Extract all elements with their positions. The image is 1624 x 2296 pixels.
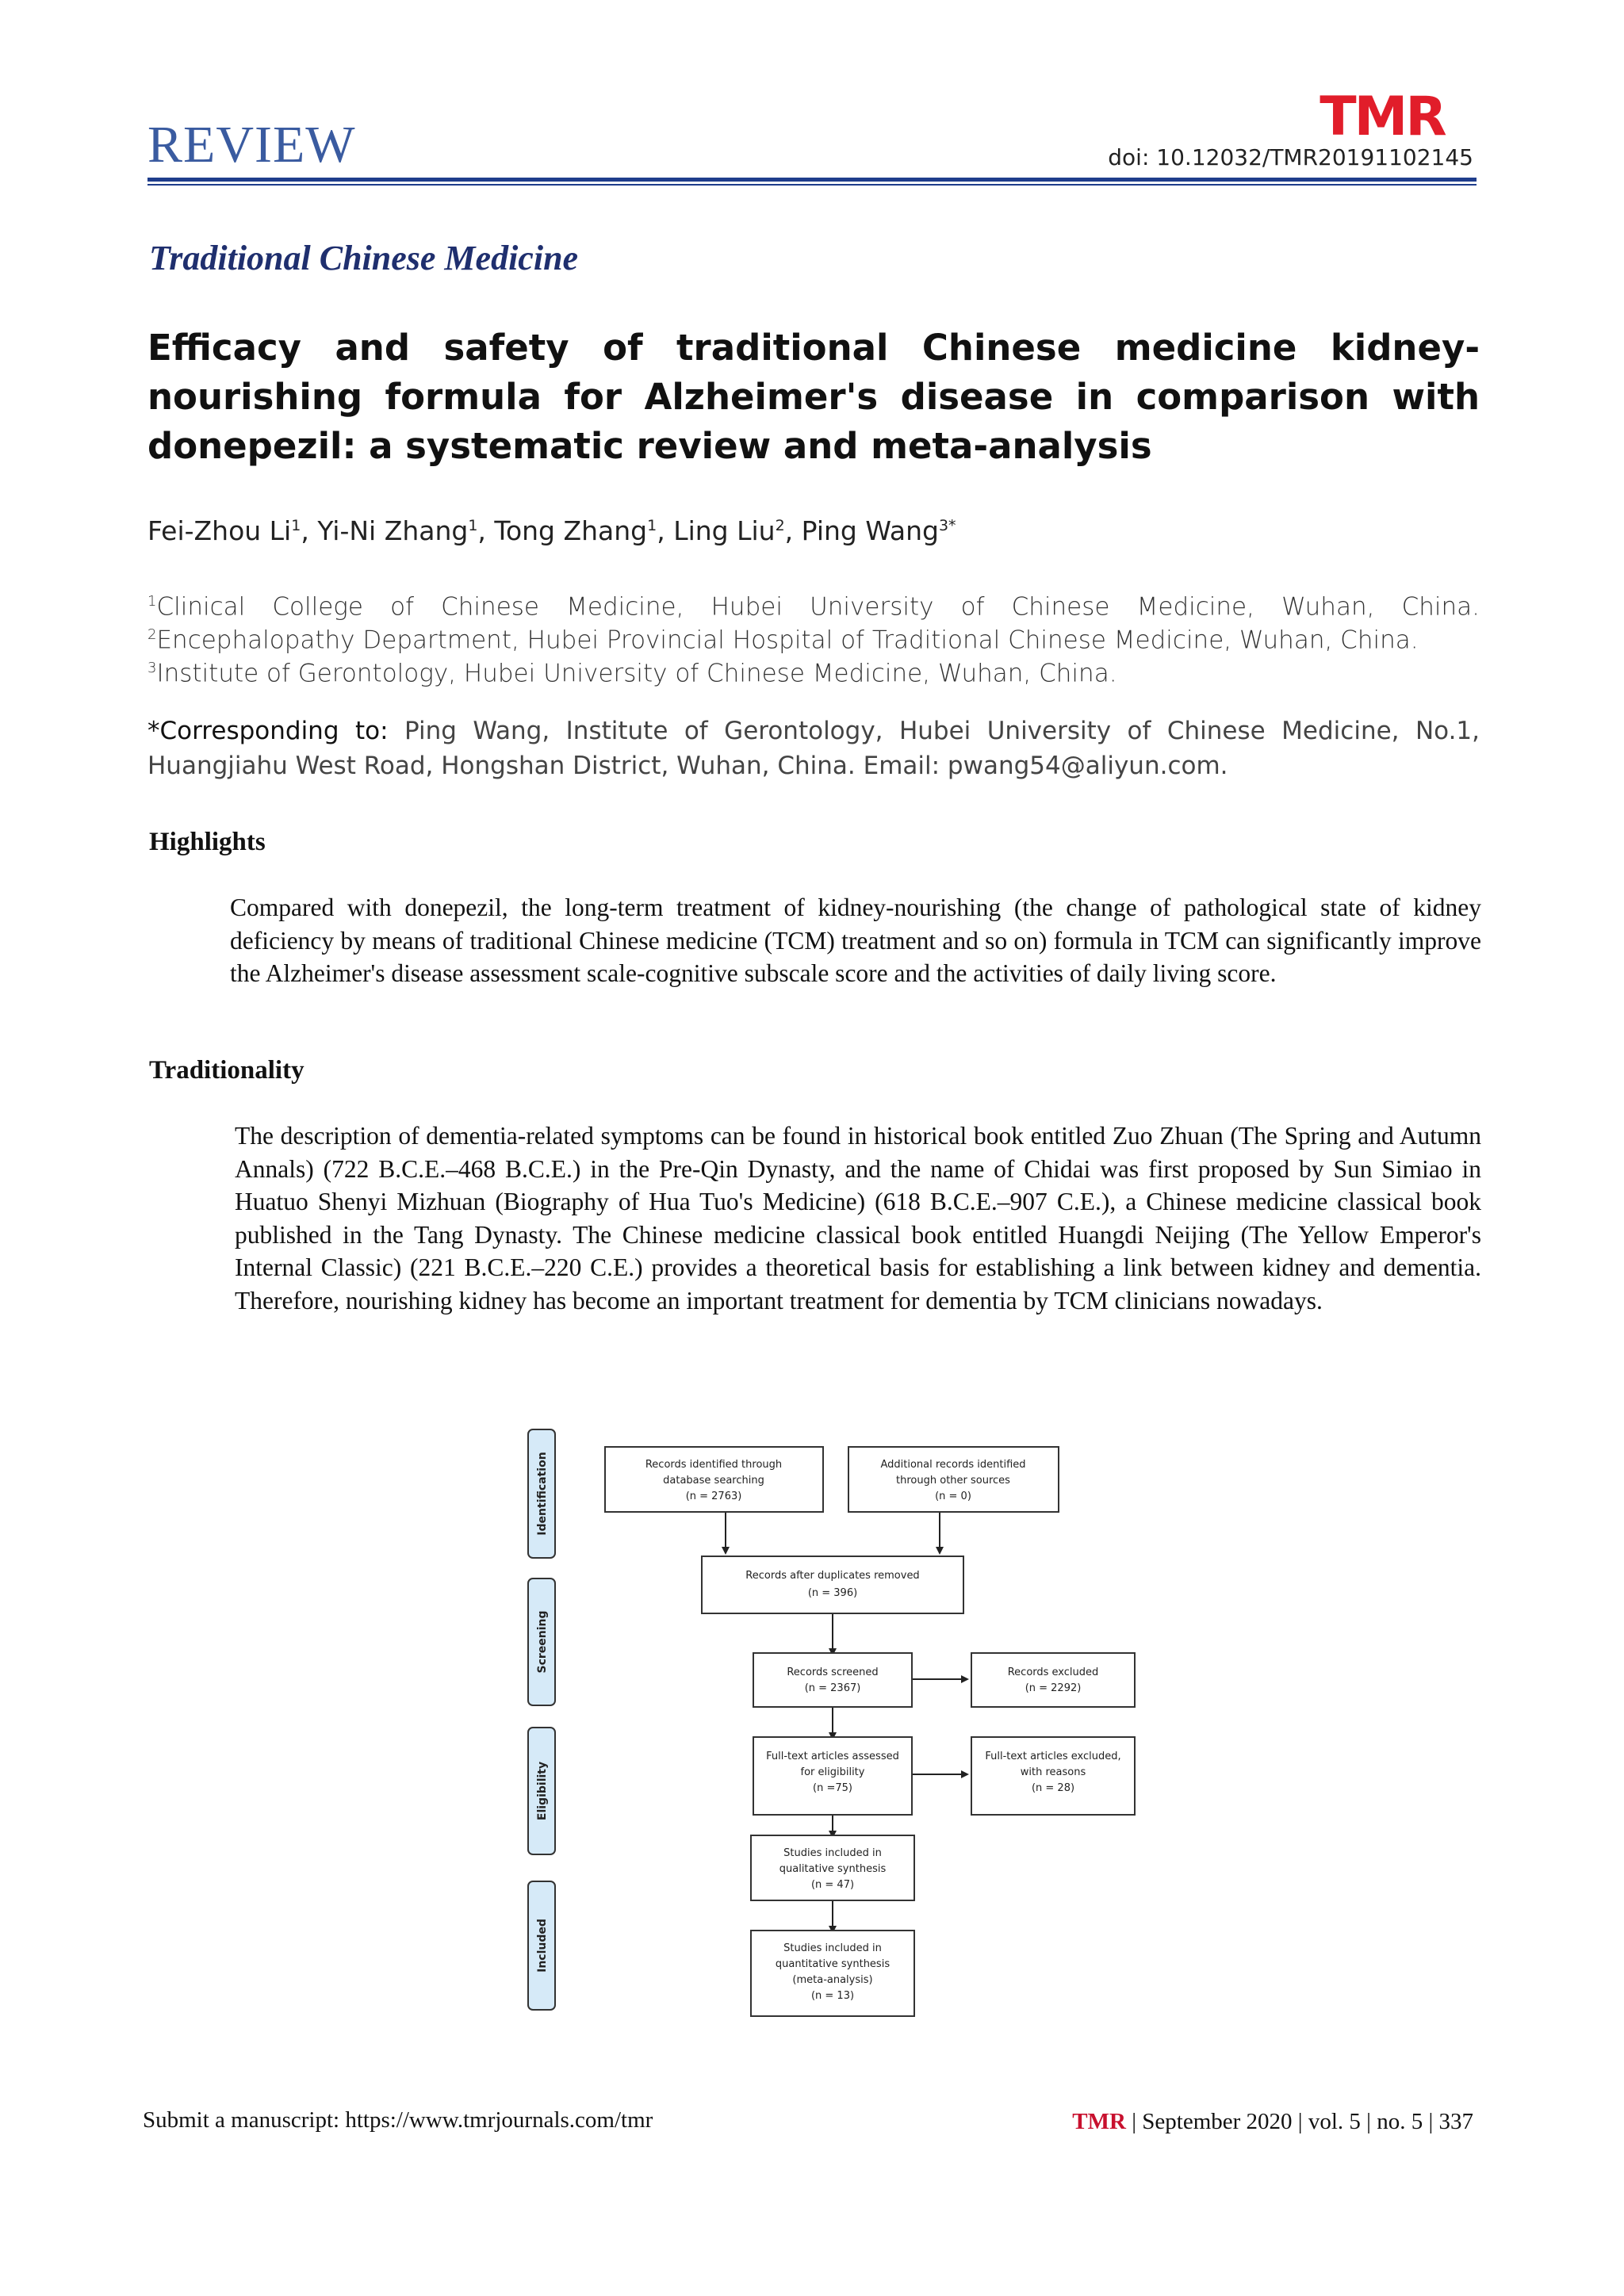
author-name: Yi-Ni Zhang bbox=[317, 515, 469, 546]
author-sep: , bbox=[657, 515, 674, 546]
traditionality-heading: Traditionality bbox=[149, 1056, 304, 1085]
box-records-screened bbox=[753, 1653, 912, 1707]
box-line: Records after duplicates removed bbox=[745, 1570, 920, 1582]
article-title: Efficacy and safety of traditional Chinese medicine kidney-nourishing formula for Alzheimer's disease in comparison with donepezil: a systematic review and meta-analysis bbox=[147, 327, 1480, 467]
author bbox=[317, 515, 494, 546]
affiliation-num: 2 bbox=[147, 626, 157, 643]
box-line: Studies included in bbox=[783, 1847, 882, 1859]
box-line: database searching bbox=[663, 1475, 764, 1487]
author-affil: 1 bbox=[468, 517, 478, 534]
box-line: through other sources bbox=[896, 1475, 1010, 1487]
box-records-excluded bbox=[971, 1653, 1135, 1707]
tmr-logo bbox=[1300, 89, 1464, 140]
box-line: (n = 2763) bbox=[685, 1490, 742, 1502]
corresponding-text: Ping Wang, Institute of Gerontology, Hubei University of Chinese Medicine, No.1, Huangjiahu West Road, Hongshan District, Wuhan, China. Email: pwang54@aliyun.com. bbox=[147, 717, 1480, 780]
author-sep: , bbox=[477, 515, 495, 546]
footer-journal: TMR bbox=[1072, 2109, 1126, 2134]
box-fulltext-excluded bbox=[971, 1737, 1135, 1815]
box-fulltext-assessed bbox=[753, 1737, 912, 1815]
tmr-logo-text: TMR bbox=[1320, 89, 1445, 140]
box-line: (n = 0) bbox=[935, 1490, 971, 1502]
author bbox=[494, 515, 673, 546]
box-quantitative bbox=[751, 1931, 914, 2016]
box-line: (meta-analysis) bbox=[792, 1974, 873, 1986]
section-label: Traditional Chinese Medicine bbox=[149, 239, 579, 277]
box-line: quantitative synthesis bbox=[775, 1958, 891, 1970]
box-line: (n =75) bbox=[813, 1782, 852, 1794]
footer-submit: Submit a manuscript: https://www.tmrjournals.com/tmr bbox=[143, 2107, 653, 2133]
affiliation-text: Institute of Gerontology, Hubei University of Chinese Medicine, Wuhan, China. bbox=[156, 659, 1117, 688]
box-line: (n = 47) bbox=[810, 1879, 855, 1891]
box-line: Full-text articles excluded, bbox=[985, 1751, 1121, 1762]
author bbox=[673, 515, 801, 546]
doi: doi: 10.12032/TMR20191102145 bbox=[1108, 144, 1473, 170]
affiliation-num: 3 bbox=[147, 660, 157, 676]
author-affil: 3* bbox=[938, 517, 956, 534]
box-line: Records excluded bbox=[1007, 1667, 1099, 1678]
box-after-duplicates bbox=[702, 1556, 963, 1613]
prisma-flow-diagram bbox=[523, 1423, 1142, 2026]
stage-included bbox=[528, 1881, 555, 2010]
stage-screening bbox=[528, 1578, 555, 1705]
box-qualitative bbox=[751, 1835, 914, 1900]
author-name: Tong Zhang bbox=[494, 515, 648, 546]
author-affil: 1 bbox=[647, 517, 657, 534]
affiliation-text: Encephalopathy Department, Hubei Provincial Hospital of Traditional Chinese Medicine, Wuhan, China. bbox=[156, 626, 1419, 655]
stage-identification bbox=[528, 1429, 555, 1558]
author-name: Ling Liu bbox=[673, 515, 776, 546]
affiliation-text: Clinical College of Chinese Medicine, Hubei University of Chinese Medicine, Wuhan, China. bbox=[156, 592, 1480, 622]
author-name: Ping Wang bbox=[801, 515, 939, 546]
traditionality-text: The description of dementia-related symptoms can be found in historical book entitled Zuo Zhuan (The Spring and Autumn Annals) (722 B.C.E.–468 B.C.E.) in the Pre-Qin Dynasty, and the name of Chidai was first proposed by Sun Simiao in Huatuo Shenyi Mizhuan (Biography of Hua Tuo's Medicine) (618 B.C.E.–907 C.E.), a Chinese medicine classical book published in the Tang Dynasty. The Chinese medicine classical book entitled Huangdi Neijing (The Yellow Emperor's Internal Classic) (221 B.C.E.–220 C.E.) provides a theoretical basis for establishing a link between kidney and dementia. Therefore, nourishing kidney has become an important treatment for dementia by TCM clinicians nowadays. bbox=[235, 1122, 1481, 1314]
box-line: Full-text articles assessed bbox=[766, 1751, 899, 1762]
box-line: (n = 13) bbox=[810, 1990, 855, 2002]
box-database-records bbox=[605, 1447, 823, 1512]
box-line: for eligibility bbox=[800, 1766, 865, 1778]
author-affil: 2 bbox=[775, 517, 785, 534]
stage-label: Included bbox=[536, 1919, 549, 1973]
review-label: REVIEW bbox=[147, 116, 356, 174]
box-line: Studies included in bbox=[783, 1942, 882, 1954]
box-line: Additional records identified bbox=[880, 1459, 1026, 1471]
header-rule-thin bbox=[147, 184, 1477, 186]
box-line: (n = 2292) bbox=[1025, 1682, 1082, 1694]
box-line: qualitative synthesis bbox=[779, 1863, 887, 1875]
box-line: Records identified through bbox=[645, 1459, 783, 1471]
header-rule bbox=[147, 178, 1477, 182]
stage-label: Eligibility bbox=[536, 1761, 549, 1821]
highlights-heading: Highlights bbox=[149, 828, 266, 856]
author-sep: , bbox=[301, 515, 318, 546]
box-line: (n = 2367) bbox=[804, 1682, 861, 1694]
author-list bbox=[147, 515, 956, 546]
affiliation-3 bbox=[147, 652, 1480, 690]
author-affil: 1 bbox=[291, 517, 301, 534]
author-sep: , bbox=[784, 515, 802, 546]
stage-eligibility bbox=[528, 1728, 555, 1854]
stage-label: Screening bbox=[536, 1610, 549, 1674]
corresponding-author bbox=[147, 714, 1480, 783]
author bbox=[147, 515, 317, 546]
author-name: Fei-Zhou Li bbox=[147, 515, 292, 546]
author bbox=[802, 515, 956, 546]
box-line: with reasons bbox=[1020, 1766, 1086, 1778]
highlights-text: Compared with donepezil, the long-term treatment of kidney-nourishing (the change of pathological state of kidney deficiency by means of traditional Chinese medicine (TCM) treatment and so on) formula in TCM can significantly improve the Alzheimer's disease assessment scale-cognitive subscale score and the activities of daily living score. bbox=[230, 894, 1481, 987]
box-line: (n = 28) bbox=[1031, 1782, 1075, 1794]
corresponding-label: *Corresponding to: bbox=[147, 717, 389, 745]
footer-issue bbox=[1072, 2109, 1473, 2135]
stage-label: Identification bbox=[536, 1452, 549, 1536]
footer-issue-text: | September 2020 | vol. 5 | no. 5 | 337 bbox=[1125, 2109, 1473, 2134]
box-other-sources bbox=[848, 1447, 1059, 1512]
affiliation-num: 1 bbox=[147, 593, 157, 610]
box-line: (n = 396) bbox=[807, 1587, 858, 1599]
box-line: Records screened bbox=[787, 1667, 879, 1678]
